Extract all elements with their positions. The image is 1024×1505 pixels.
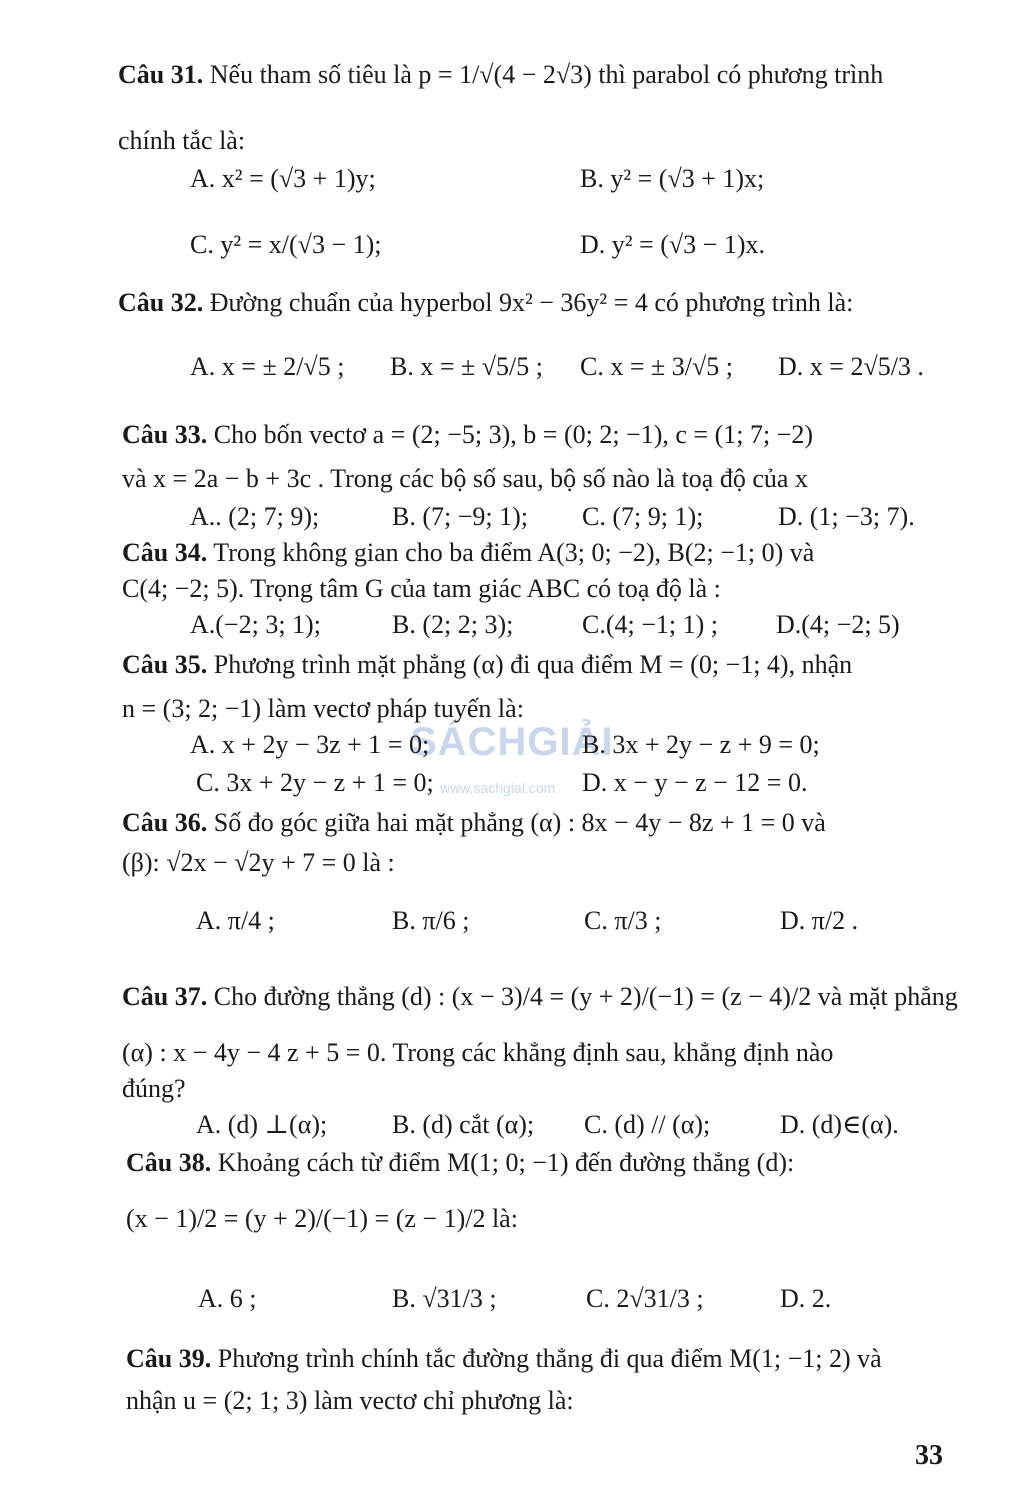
question-31 (118, 58, 883, 92)
answer-option-c: C. x = ± 3/√5 ; (580, 352, 733, 381)
answer-option-c: C.(4; −1; 1) ; (582, 610, 718, 639)
question-35 (122, 648, 852, 682)
answer-option-a: A. (d) ⊥(α); (196, 1110, 328, 1139)
question-text: Cho đường thẳng (d) : (x − 3)/4 = (y + 2)/(−1) = (z − 4)/2 và mặt phẳng (213, 982, 958, 1011)
answer-option-c: C. y² = x/(√3 − 1); (190, 230, 382, 259)
answer-option-b: B. x = ± √5/5 ; (390, 352, 543, 381)
answer-option-a: A. x² = (√3 + 1)y; (190, 164, 376, 193)
question-33 (122, 418, 813, 452)
question-label: Câu 32. (118, 288, 204, 317)
question-37 (122, 980, 958, 1014)
page-number: 33 (915, 1440, 943, 1471)
question-38 (126, 1146, 794, 1180)
question-label: Câu 35. (122, 650, 208, 679)
answer-option-d: D. (d)∈(α). (780, 1110, 899, 1139)
question-text: Trong không gian cho ba điểm A(3; 0; −2), B(2; −1; 0) và (213, 538, 815, 567)
question-text: Phương trình chính tắc đường thẳng đi qua điểm M(1; −1; 2) và (217, 1344, 882, 1373)
question-label: Câu 38. (126, 1148, 212, 1177)
question-label: Câu 34. (122, 538, 208, 567)
question-33-line2: và x = 2a − b + 3c . Trong các bộ số sau, bộ số nào là toạ độ của x (122, 464, 808, 493)
question-label: Câu 39. (126, 1344, 212, 1373)
answer-option-c: C. 3x + 2y − z + 1 = 0; (196, 768, 434, 797)
question-37-line3: đúng? (122, 1074, 186, 1103)
question-31-line2: chính tắc là: (118, 126, 246, 155)
answer-option-d: D. x = 2√5/3 . (778, 352, 924, 381)
answer-option-a: A.. (2; 7; 9); (190, 502, 320, 531)
answer-option-c: C. (7; 9; 1); (582, 502, 704, 531)
answer-option-d: D. y² = (√3 − 1)x. (580, 230, 765, 259)
question-39 (126, 1342, 882, 1376)
answer-option-a: A. π/4 ; (196, 906, 275, 935)
question-label: Câu 37. (122, 982, 208, 1011)
question-34-line2: C(4; −2; 5). Trọng tâm G của tam giác ABC có toạ độ là : (122, 574, 721, 603)
question-text: Đường chuẩn của hyperbol 9x² − 36y² = 4 có phương trình là: (209, 288, 854, 317)
answer-option-b: B. √31/3 ; (392, 1284, 497, 1313)
question-37-line2: (α) : x − 4y − 4 z + 5 = 0. Trong các khẳng định sau, khẳng định nào (122, 1038, 834, 1067)
answer-option-b: B. y² = (√3 + 1)x; (580, 164, 765, 193)
answer-option-b: B. (d) cắt (α); (392, 1110, 535, 1139)
answer-option-c: C. π/3 ; (584, 906, 662, 935)
answer-option-b: B. (7; −9; 1); (392, 502, 528, 531)
question-text: Khoảng cách từ điểm M(1; 0; −1) đến đường thẳng (d): (217, 1148, 795, 1177)
question-36-line2: (β): √2x − √2y + 7 = 0 là : (122, 848, 395, 877)
answer-option-c: C. 2√31/3 ; (586, 1284, 704, 1313)
question-text: Phương trình mặt phẳng (α) đi qua điểm M = (0; −1; 4), nhận (213, 650, 853, 679)
question-35-line2: n = (3; 2; −1) làm vectơ pháp tuyến là: (122, 694, 524, 723)
answer-option-b: B. 3x + 2y − z + 9 = 0; (582, 730, 820, 759)
answer-option-a: A.(−2; 3; 1); (190, 610, 321, 639)
answer-option-a: A. x + 2y − 3z + 1 = 0; (190, 730, 430, 759)
question-label: Câu 36. (122, 808, 208, 837)
question-38-line2: (x − 1)/2 = (y + 2)/(−1) = (z − 1)/2 là: (126, 1204, 518, 1233)
answer-option-b: B. π/6 ; (392, 906, 470, 935)
answer-option-d: D. 2. (780, 1284, 832, 1313)
watermark-logo: SÁCHGIẢI (410, 720, 614, 764)
answer-option-d: D. π/2 . (780, 906, 859, 935)
answer-option-d: D.(4; −2; 5) (776, 610, 900, 639)
answer-option-c: C. (d) // (α); (584, 1110, 711, 1139)
question-label: Câu 31. (118, 60, 204, 89)
answer-option-a: A. 6 ; (198, 1284, 257, 1313)
question-36 (122, 806, 826, 840)
question-text: Nếu tham số tiêu là p = 1/√(4 − 2√3) thì parabol có phương trình (209, 60, 884, 89)
answer-option-d: D. (1; −3; 7). (778, 502, 915, 531)
answer-option-b: B. (2; 2; 3); (392, 610, 514, 639)
watermark-url: www.sachgiai.com (440, 780, 556, 796)
question-32 (118, 286, 853, 320)
answer-option-a: A. x = ± 2/√5 ; (190, 352, 345, 381)
question-label: Câu 33. (122, 420, 208, 449)
question-text: Số đo góc giữa hai mặt phẳng (α) : 8x − 4y − 8z + 1 = 0 và (213, 808, 826, 837)
question-39-line2: nhận u = (2; 1; 3) làm vectơ chỉ phương là: (126, 1386, 574, 1415)
answer-option-d: D. x − y − z − 12 = 0. (582, 768, 808, 797)
question-34 (122, 536, 814, 570)
question-text: Cho bốn vectơ a = (2; −5; 3), b = (0; 2; −1), c = (1; 7; −2) (213, 420, 813, 449)
